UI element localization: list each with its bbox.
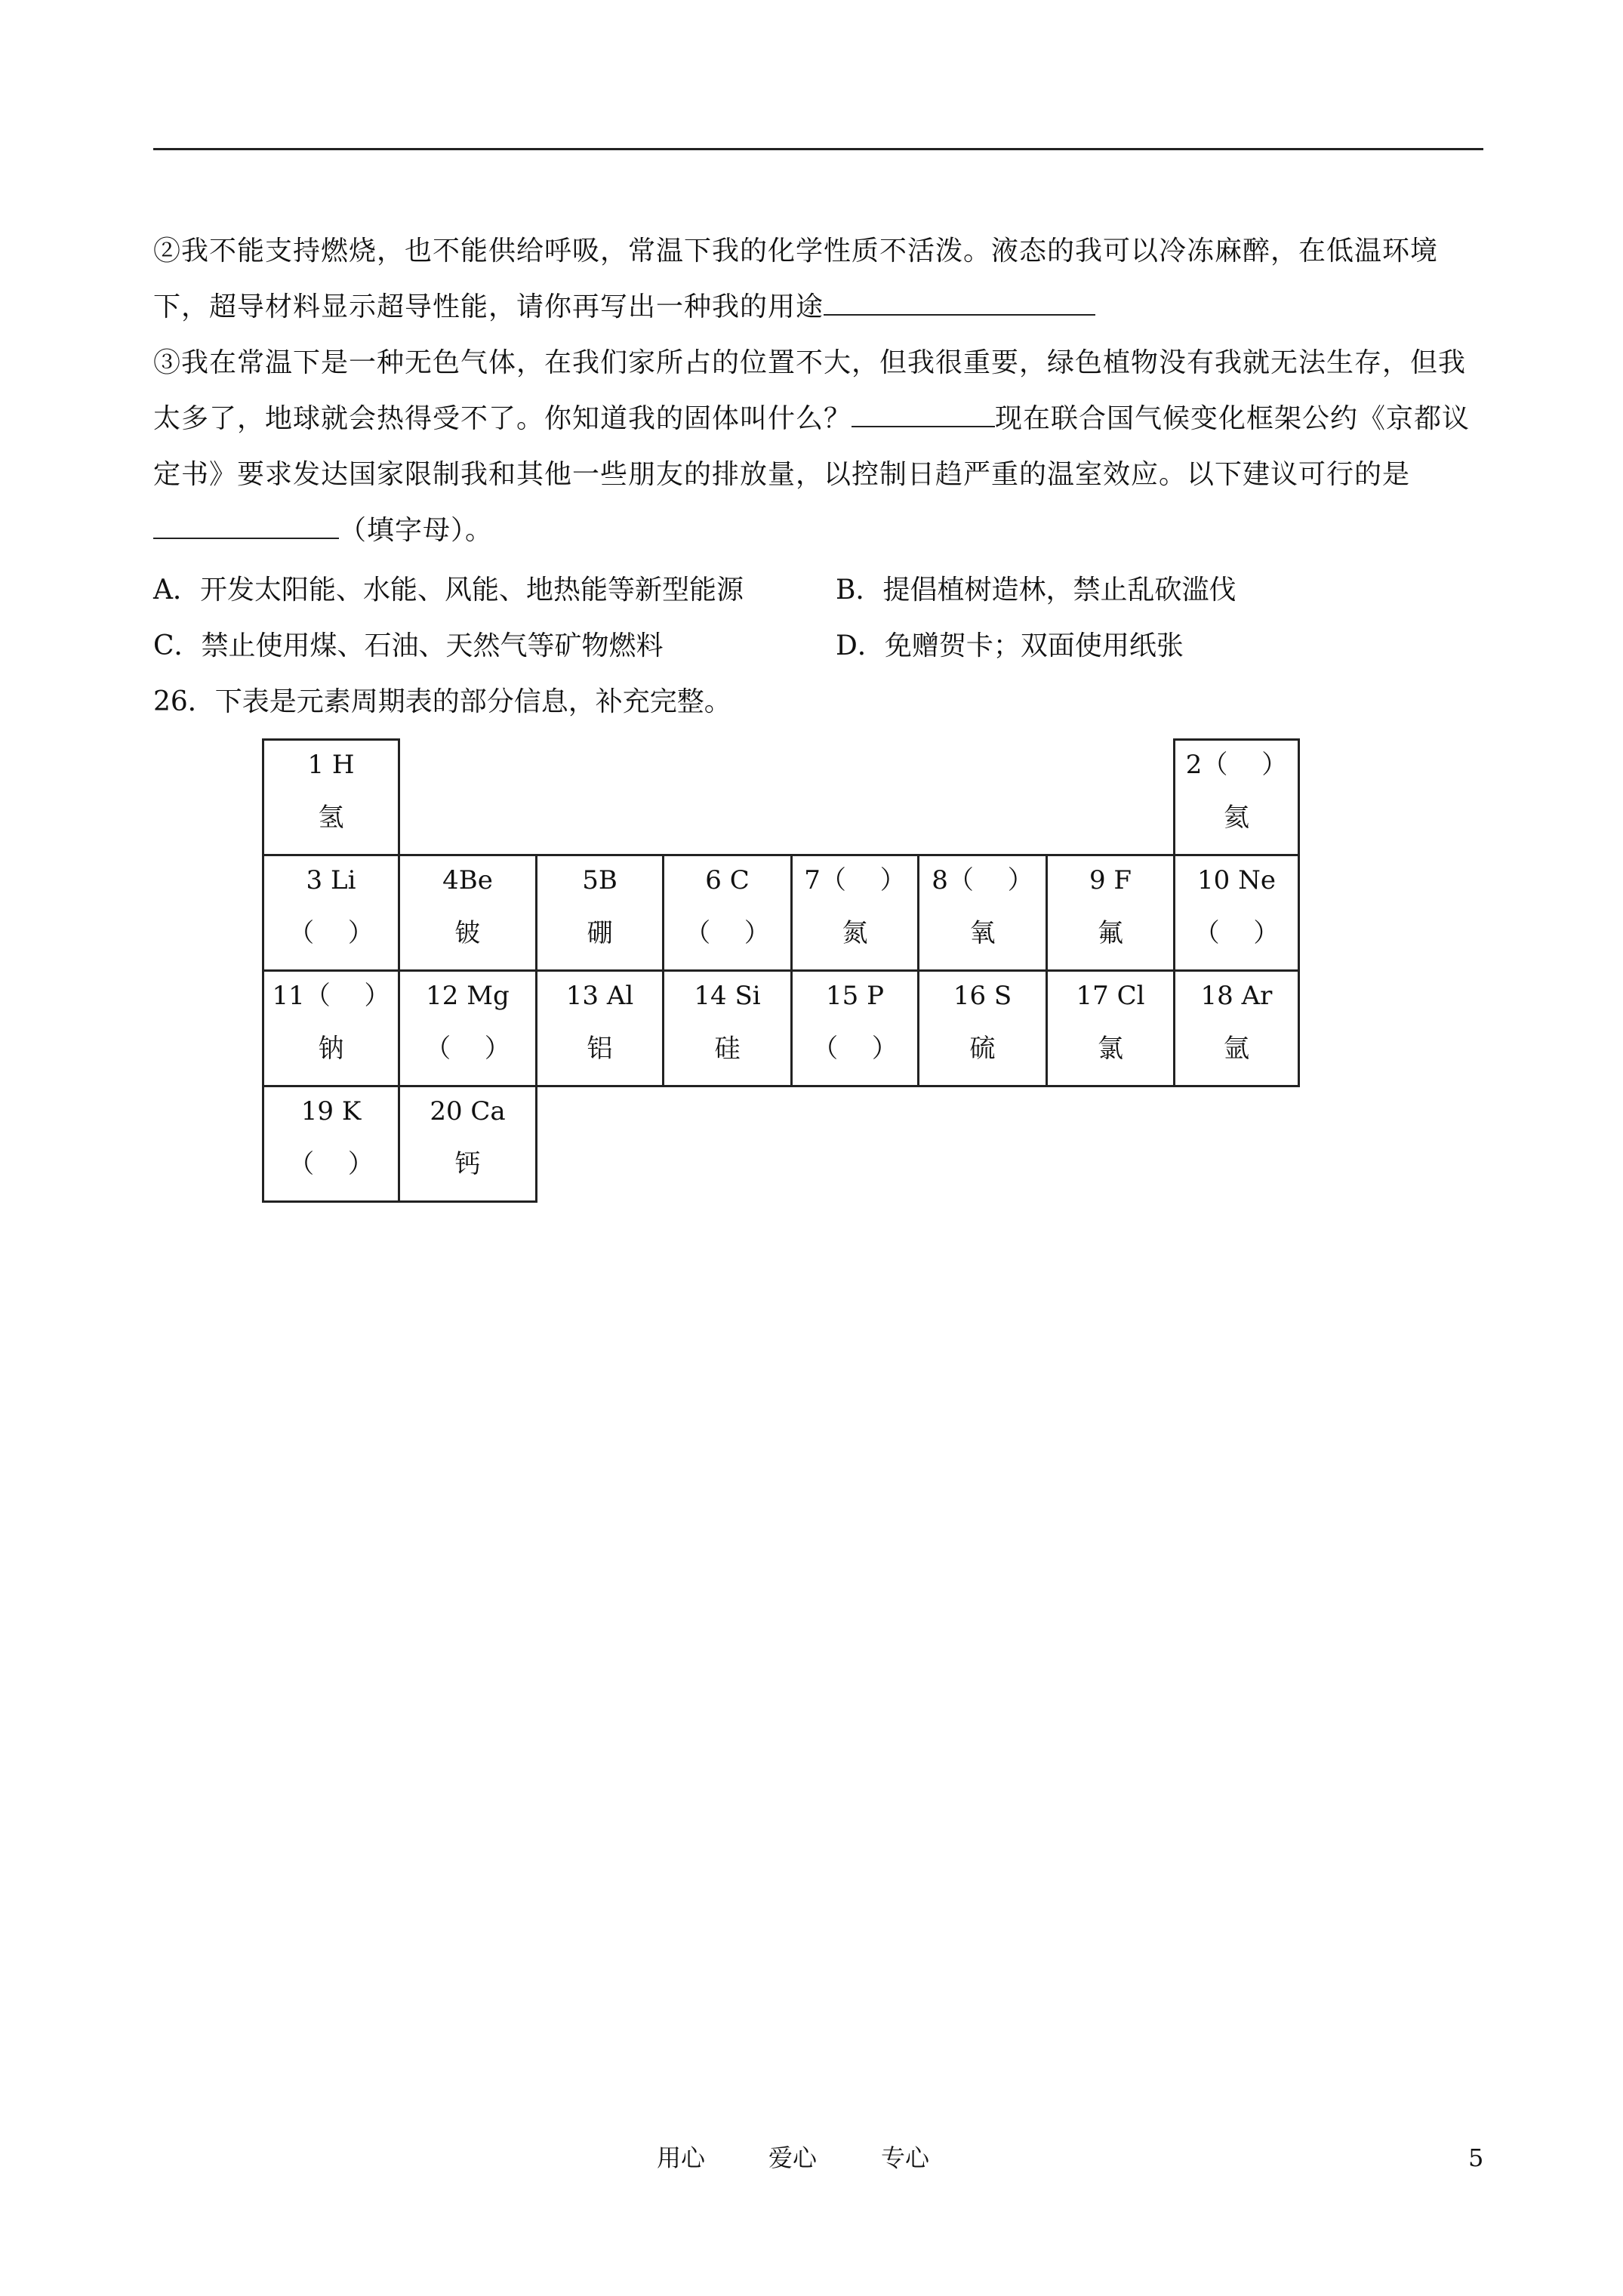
option-a: A．开发太阳能、水能、风能、地热能等新型能源 — [153, 575, 744, 606]
footer-motto-1: 用心 — [657, 2143, 706, 2172]
element-number-symbol: 18 Ar — [1200, 981, 1273, 1011]
element-number-symbol: 1 H — [307, 750, 355, 780]
element-name: （ ） — [288, 918, 374, 948]
footer-motto-3: 专心 — [881, 2143, 930, 2172]
periodic-table — [262, 738, 1296, 1200]
element-cell — [790, 969, 919, 1087]
element-cell — [1046, 969, 1175, 1087]
option-c: C．禁止使用煤、石油、天然气等矿物燃料 — [153, 630, 664, 661]
element-name: （ ） — [1193, 918, 1280, 948]
element-name: 钠 — [318, 1034, 344, 1064]
element-name: （ ） — [425, 1034, 510, 1064]
element-name: 铝 — [587, 1034, 613, 1064]
element-name: 氢 — [318, 803, 344, 833]
footer-motto-2: 爱心 — [768, 2143, 818, 2172]
element-number-symbol: 20 Ca — [430, 1096, 506, 1126]
element-name: （ ） — [812, 1034, 898, 1064]
element-name: 氦 — [1224, 803, 1249, 833]
element-name: 硼 — [587, 918, 613, 948]
element-cell — [1173, 969, 1300, 1087]
element-number-symbol: 3 Li — [306, 865, 356, 895]
element-cell — [535, 969, 664, 1087]
element-number-symbol: 2（ ） — [1185, 750, 1288, 780]
element-number-symbol: 11（ ） — [272, 981, 390, 1011]
element-name: 铍 — [454, 918, 481, 948]
element-number-symbol: 4Be — [442, 865, 493, 895]
question-26: 26．下表是元素周期表的部分信息，补充完整。 — [153, 686, 731, 717]
option-d: D．免赠贺卡；双面使用纸张 — [836, 630, 1184, 661]
element-name: （ ） — [685, 918, 770, 948]
paragraph-2 — [153, 223, 1483, 335]
element-cell — [535, 854, 664, 972]
element-cell — [790, 854, 919, 972]
element-name: 氟 — [1098, 918, 1123, 948]
element-number-symbol: 15 P — [826, 981, 884, 1011]
header-rule — [153, 148, 1483, 150]
paragraph-3-text-1: ③我在常温下是一种无色气体，在我们家所占的位置不大，但我很重要，绿色植物没有我就无法生存，但我太多了，地球就会热得受不了。你知道我的固体叫什么？ — [153, 347, 1467, 434]
element-cell — [398, 854, 537, 972]
element-cell — [1046, 854, 1175, 972]
option-b: B．提倡植树造林，禁止乱砍滥伐 — [836, 575, 1236, 606]
element-name: 硫 — [969, 1034, 996, 1064]
element-name: 硅 — [714, 1034, 741, 1064]
element-number-symbol: 9 F — [1089, 865, 1132, 895]
element-cell — [398, 969, 537, 1087]
element-number-symbol: 14 Si — [694, 981, 761, 1011]
element-number-symbol: 19 K — [300, 1096, 362, 1126]
element-number-symbol: 16 S — [953, 981, 1012, 1011]
element-name: 钙 — [454, 1149, 481, 1179]
element-cell — [662, 854, 793, 972]
element-cell — [262, 1085, 400, 1203]
element-number-symbol: 10 Ne — [1197, 865, 1276, 895]
answer-blank-use[interactable] — [824, 288, 1095, 316]
paragraph-3-text-3: （填字母）。 — [339, 515, 494, 546]
element-cell — [662, 969, 793, 1087]
element-number-symbol: 13 Al — [565, 981, 634, 1011]
page-number: 5 — [1468, 2143, 1484, 2172]
answer-blank-choice[interactable] — [153, 512, 339, 539]
element-cell — [917, 969, 1048, 1087]
element-cell — [1173, 854, 1300, 972]
paragraph-3-text-2: 现在联合国气候变化框架公约《京都议定书》要求发达国家限制我和其他一些朋友的排放量，以控制日趋严重的温室效应。以下建议可行的是 — [153, 403, 1471, 490]
element-number-symbol: 8（ ） — [932, 865, 1033, 895]
element-name: 氮 — [842, 918, 868, 948]
element-number-symbol: 17 Cl — [1076, 981, 1145, 1011]
element-cell — [917, 854, 1048, 972]
element-cell — [262, 854, 400, 972]
paragraph-2-text: ②我不能支持燃烧，也不能供给呼吸，常温下我的化学性质不活泼。液态的我可以冷冻麻醉，在低温环境下，超导材料显示超导性能，请你再写出一种我的用途 — [153, 236, 1439, 322]
element-cell — [262, 969, 400, 1087]
element-name: 氧 — [969, 918, 996, 948]
paragraph-3 — [153, 335, 1483, 559]
element-number-symbol: 6 C — [705, 865, 750, 895]
element-name: 氩 — [1224, 1034, 1249, 1064]
element-name: （ ） — [288, 1149, 374, 1179]
element-cell — [262, 738, 400, 856]
element-number-symbol: 5B — [582, 865, 617, 895]
element-name: 氯 — [1098, 1034, 1123, 1064]
element-cell — [398, 1085, 537, 1203]
element-number-symbol: 7（ ） — [804, 865, 906, 895]
answer-blank-solid-name[interactable] — [852, 400, 995, 427]
element-cell — [1173, 738, 1300, 856]
element-number-symbol: 12 Mg — [426, 981, 510, 1011]
